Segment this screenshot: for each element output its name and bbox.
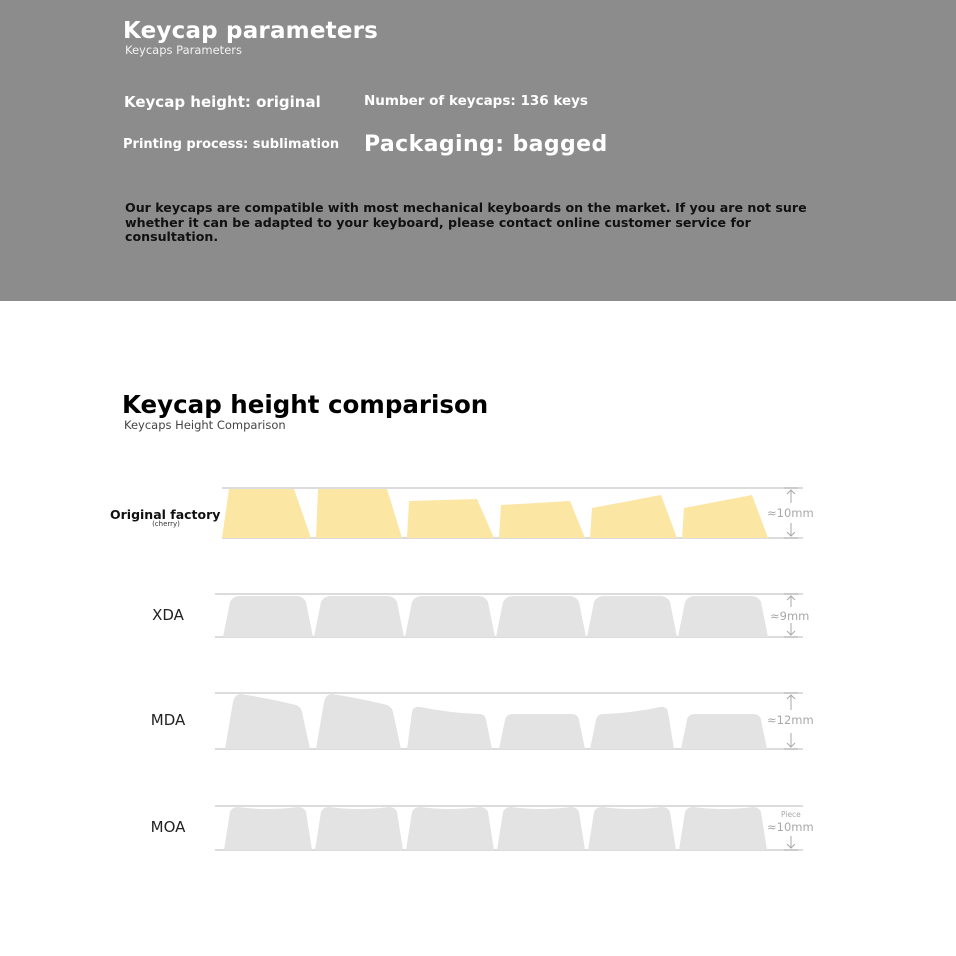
keycap-mda-3 — [407, 707, 492, 749]
height-label-original: ≈10mm — [767, 506, 814, 520]
comparison-subtitle: Keycaps Height Comparison — [124, 418, 286, 432]
keycap-mda-6 — [681, 714, 767, 749]
keycap-xda-3 — [405, 596, 495, 637]
row-moa — [215, 806, 814, 850]
printing-process-spec: Printing process: sublimation — [123, 137, 340, 152]
row-label-mda: MDA — [150, 711, 186, 729]
keycap-xda-4 — [496, 596, 586, 637]
keycap-xda-5 — [587, 596, 677, 637]
keycap-original-6 — [682, 495, 768, 538]
row-label-xda: XDA — [152, 606, 184, 624]
row-label-moa: MOA — [150, 818, 186, 836]
keycap-height-spec: Keycap height: original — [124, 93, 321, 111]
packaging-spec: Packaging: bagged — [364, 132, 608, 157]
height-label-mda: ≈12mm — [767, 713, 814, 727]
keycap-moa-6 — [679, 807, 767, 850]
keycap-xda-1 — [223, 596, 313, 637]
keycap-moa-5 — [588, 807, 676, 850]
compatibility-note: Our keycaps are compatible with most mechanical keyboards on the market. If you are not sure whether it can be adapted to your keyboard, please contact online customer service for consultation. — [125, 200, 807, 244]
keycap-mda-1 — [225, 694, 310, 749]
keycap-mda-5 — [590, 707, 674, 749]
keycap-moa-3 — [406, 807, 494, 850]
keycap-moa-2 — [315, 807, 403, 850]
row-label-original: Original factory — [110, 507, 221, 522]
keycap-moa-1 — [224, 807, 312, 850]
keycap-original-1 — [222, 489, 311, 538]
row-sublabel-cherry: (cherry) — [152, 520, 180, 528]
row-original-factory — [222, 488, 814, 538]
keycap-mda-2 — [316, 694, 401, 749]
keycap-original-4 — [499, 501, 585, 538]
parameters-title: Keycap parameters — [123, 18, 379, 44]
height-label-xda: ≈9mm — [770, 609, 810, 623]
keycap-moa-4 — [497, 807, 585, 850]
parameters-subtitle: Keycaps Parameters — [125, 43, 242, 57]
keycap-mda-4 — [499, 714, 585, 749]
row-mda — [215, 693, 814, 749]
keycap-count-spec: Number of keycaps: 136 keys — [364, 93, 588, 109]
height-label-moa: ≈10mm — [767, 820, 814, 834]
keycap-xda-6 — [678, 596, 768, 637]
comparison-title: Keycap height comparison — [122, 390, 489, 419]
keycap-original-5 — [590, 495, 677, 538]
height-prefix-moa: Piece — [781, 810, 801, 819]
keycap-original-3 — [407, 499, 494, 538]
keycap-original-2 — [316, 489, 402, 538]
dimension-arrow-icon — [784, 836, 798, 850]
keycap-xda-2 — [314, 596, 404, 637]
row-xda — [215, 594, 809, 637]
